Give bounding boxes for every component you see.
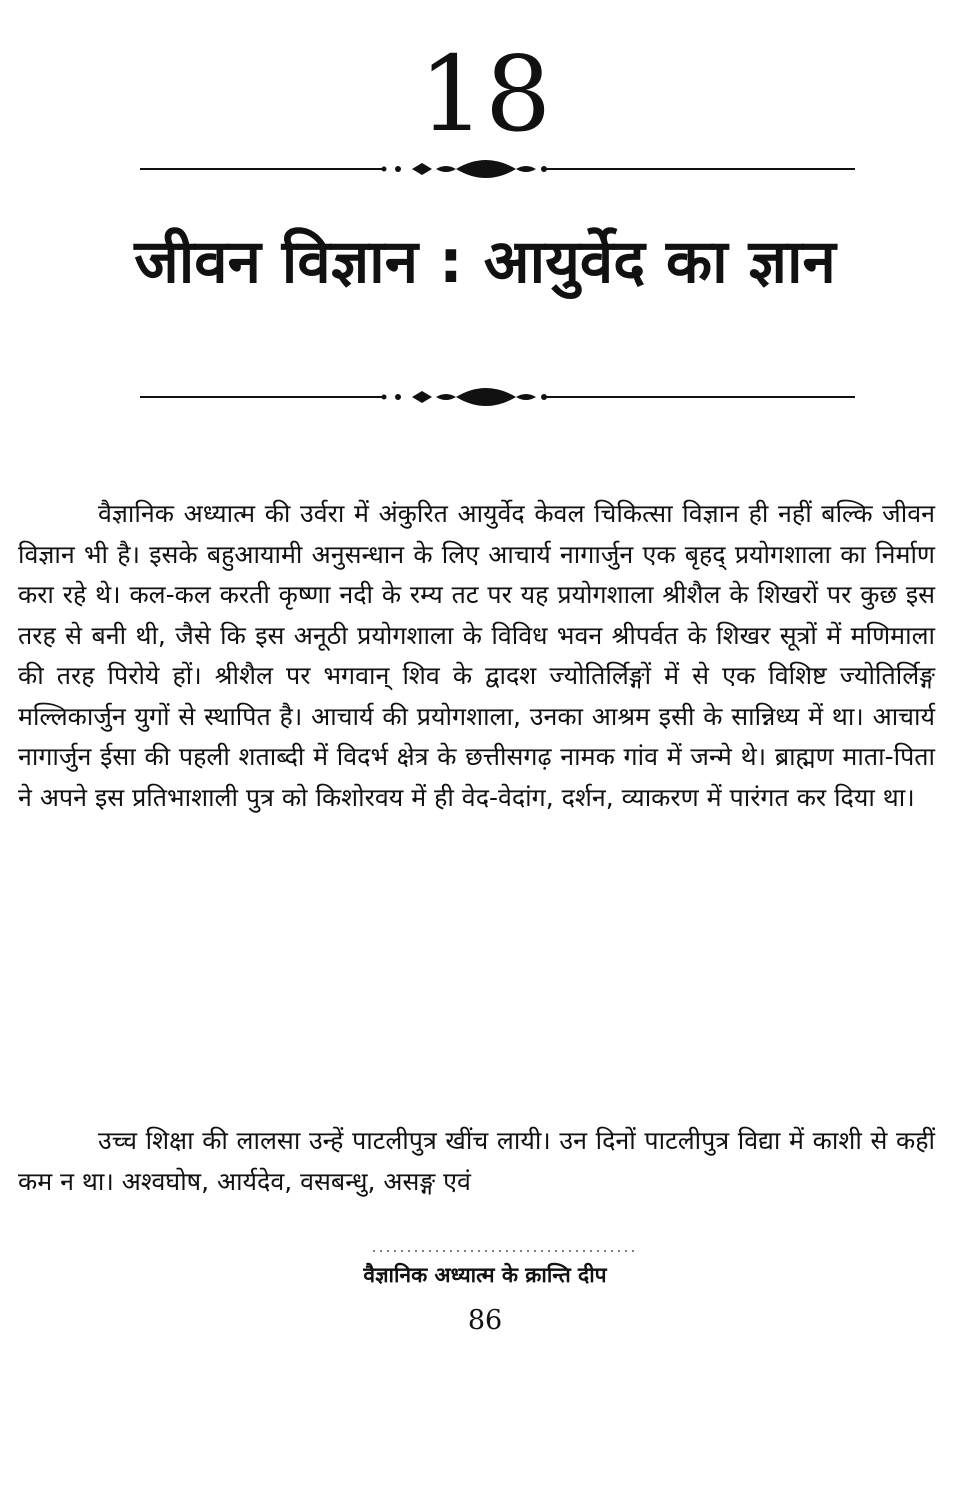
ornamental-divider-bottom: [140, 382, 855, 412]
footer-book-title: वैज्ञानिक अध्यात्म के क्रान्ति दीप: [363, 1263, 607, 1287]
body-paragraph-1: वैज्ञानिक अध्यात्म की उर्वरा में अंकुरित आयुर्वेद केवल चिकित्सा विज्ञान ही नहीं बल्कि जीवन विज्ञान भी है। इसके बहुआयामी अनुसन्धान के लिए आचार्य नागार्जुन एक बृहद् प्रयोगशाला का निर्माण करा रहे थे। कल-कल करती कृष्णा नदी के रम्य तट पर यह प्रयोगशाला श्रीशैल के शिखरों पर कुछ इस तरह से बनी थी, जैसे कि इस अनूठी प्रयोगशाला के विविध भवन श्रीपर्वत के शिखर सूत्रों में मणिमाला की तरह पिरोये हों। श्रीशैल पर भगवान् शिव के द्वादश ज्योतिर्लिङ्गों में से एक विशिष्ट ज्योतिर्लिङ्ग मल्लिकार्जुन युगों से स्थापित है। आचार्य की प्रयोगशाला, उनका आश्रम इसी के सान्निध्य में था। आचार्य नागार्जुन ईसा की पहली शताब्दी में विदर्भ क्षेत्र के छत्तीसगढ़ नामक गांव में जन्मे थे। ब्राह्मण माता-पिता ने अपने इस प्रतिभाशाली पुत्र को किशोरवय में ही वेद-वेदांग, दर्शन, व्याकरण में पारंगत कर दिया था।: [18, 499, 935, 812]
ornamental-divider-top: [140, 154, 855, 184]
chapter-title: जीवन विज्ञान : आयुर्वेद का ज्ञान: [134, 227, 836, 297]
page-number: 86: [467, 1305, 503, 1336]
chapter-number: 18: [418, 33, 552, 155]
divider-ornament-icon: [140, 154, 855, 184]
divider-ornament-icon: [140, 382, 855, 412]
footer-dotted-rule: [373, 1239, 638, 1245]
body-paragraph-2: उच्च शिक्षा की लालसा उन्हें पाटलीपुत्र खींच लायी। उन दिनों पाटलीपुत्र विद्या में काशी से कहीं कम न था। अश्वघोष, आर्यदेव, वसबन्धु, असङ्ग एवं: [18, 1126, 935, 1196]
